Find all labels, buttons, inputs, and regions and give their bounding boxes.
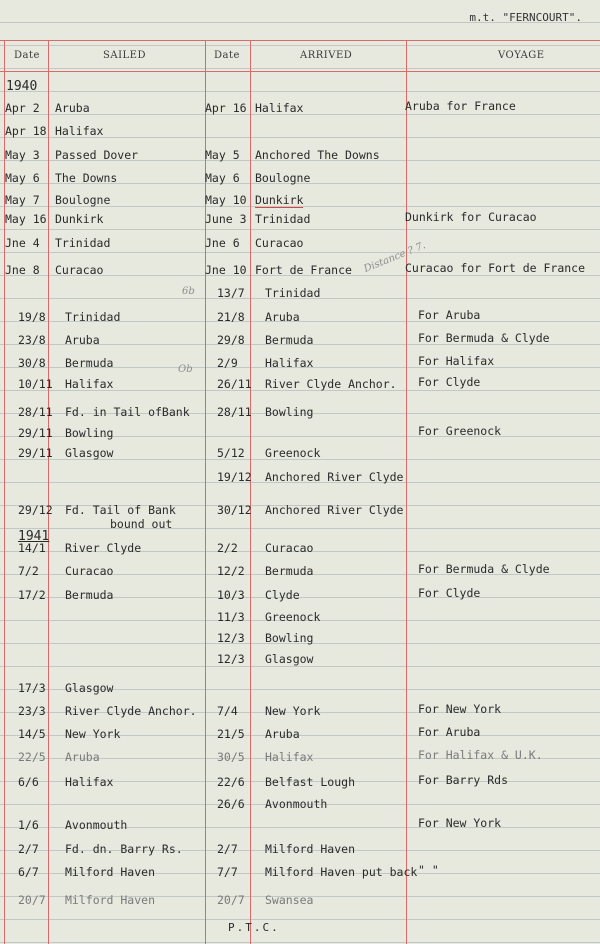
arrived-place: Aruba xyxy=(265,310,300,324)
sailed-date: Apr 2 xyxy=(5,101,40,115)
sailed-date: 29/11 xyxy=(18,446,53,460)
sailed-date: 17/2 xyxy=(18,588,46,602)
voyage-note: Curacao for Fort de France xyxy=(405,261,586,275)
voyage-note: For New York xyxy=(418,702,502,716)
sailed-place: Aruba xyxy=(55,101,90,115)
voyage-note: For Halifax xyxy=(418,354,495,368)
sailed-place: The Downs xyxy=(55,171,118,185)
sailed-place: Avonmouth xyxy=(65,818,128,832)
arrived-date: 30/12 xyxy=(217,503,252,517)
arrived-place: Bowling xyxy=(265,405,314,419)
voyage-note: " " xyxy=(418,863,439,877)
arrived-place: Curacao xyxy=(255,236,304,250)
arrived-date: 26/11 xyxy=(217,377,252,391)
sailed-place: Halifax xyxy=(55,124,104,138)
arrived-date: May 6 xyxy=(205,171,240,185)
arrived-place: Halifax xyxy=(265,750,314,764)
arrived-date: May 10 xyxy=(205,193,247,207)
sailed-place: Trinidad xyxy=(55,236,111,250)
arrived-place: Trinidad xyxy=(255,212,311,226)
arrived-date: 20/7 xyxy=(217,893,245,907)
arrived-place: River Clyde Anchor. xyxy=(265,377,397,391)
pencil-note: Distance ? 7. xyxy=(362,240,428,275)
sailed-place: Bermuda xyxy=(65,356,114,370)
arrived-place: Milford Haven xyxy=(265,842,356,856)
sailed-date: 14/1 xyxy=(18,541,46,555)
arrived-place: Anchored River Clyde xyxy=(265,503,404,517)
arrived-place: Halifax xyxy=(265,356,314,370)
sailed-date: 6/6 xyxy=(18,775,39,789)
sailed-place: Boulogne xyxy=(55,193,111,207)
sailed-place: New York xyxy=(65,727,121,741)
sailed-place: Bermuda xyxy=(65,588,114,602)
sailed-date: 28/11 xyxy=(18,405,53,419)
sailed-place: Fd. Tail of Bank xyxy=(65,503,176,517)
arrived-date: 26/6 xyxy=(217,797,245,811)
arrived-date: 13/7 xyxy=(217,286,245,300)
arrived-date: 7/4 xyxy=(217,704,238,718)
sailed-date: 29/12 xyxy=(18,503,53,517)
sailed-place: Glasgow xyxy=(65,446,114,460)
arrived-date: 2/7 xyxy=(217,842,238,856)
sailed-place-note: bound out xyxy=(110,517,173,531)
sailed-place: Halifax xyxy=(65,775,114,789)
header-top-rule xyxy=(0,40,600,41)
sailed-place: Glasgow xyxy=(65,681,114,695)
sailed-date: May 7 xyxy=(5,193,40,207)
arrived-place: Avonmouth xyxy=(265,797,328,811)
sailed-date: 17/3 xyxy=(18,681,46,695)
arrived-date: 12/3 xyxy=(217,631,245,645)
arrived-date: Apr 16 xyxy=(205,101,247,115)
sailed-date: 20/7 xyxy=(18,893,46,907)
voyage-note: Aruba for France xyxy=(405,99,516,113)
sailed-date: May 6 xyxy=(5,171,40,185)
arrived-date: 12/2 xyxy=(217,564,245,578)
voyage-note: For Aruba xyxy=(418,725,481,739)
sailed-date: 23/8 xyxy=(18,333,46,347)
arrived-date: 21/8 xyxy=(217,310,245,324)
arrived-date: 22/6 xyxy=(217,775,245,789)
arrived-place: Trinidad xyxy=(265,286,321,300)
sailed-date: 7/2 xyxy=(18,564,39,578)
voyage-note: For Bermuda & Clyde xyxy=(418,331,550,345)
sailed-date: Apr 18 xyxy=(5,124,47,138)
arrived-date: Jne 10 xyxy=(205,263,247,277)
sailed-place: Curacao xyxy=(55,263,104,277)
header-arrived-date: Date xyxy=(214,50,240,61)
sailed-place: Milford Haven xyxy=(65,865,156,879)
arrived-place: Aruba xyxy=(265,727,300,741)
arrived-date: 2/2 xyxy=(217,541,238,555)
ship-name: m.t. "FERNCOURT". xyxy=(469,11,582,24)
sailed-place: Bowling xyxy=(65,426,114,440)
sailed-date: 2/7 xyxy=(18,842,39,856)
voyage-note: For Barry Rds xyxy=(418,773,509,787)
arrived-place: Fort de France xyxy=(255,263,352,277)
arrived-date: May 5 xyxy=(205,148,240,162)
voyage-note: For Clyde xyxy=(418,586,481,600)
sailed-date: 6/7 xyxy=(18,865,39,879)
header-sailed-date: Date xyxy=(14,50,40,61)
sailed-place: Milford Haven xyxy=(65,893,156,907)
header-arrived: ARRIVED xyxy=(300,50,353,61)
arrived-place: Dunkirk xyxy=(255,193,304,207)
arrived-date: 5/12 xyxy=(217,446,245,460)
header-sailed: SAILED xyxy=(103,50,146,61)
voyage-note: For Clyde xyxy=(418,375,481,389)
sailed-date: 1/6 xyxy=(18,818,39,832)
arrived-place: Clyde xyxy=(265,588,300,602)
arrived-date: 11/3 xyxy=(217,610,245,624)
arrived-date: 7/7 xyxy=(217,865,238,879)
arrived-place: Milford Haven put back xyxy=(265,865,418,879)
arrived-place: Belfast Lough xyxy=(265,775,356,789)
arrived-place: Greenock xyxy=(265,446,321,460)
year-1941: 1941 xyxy=(18,529,50,544)
sailed-date: May 3 xyxy=(5,148,40,162)
arrived-place: Anchored River Clyde xyxy=(265,470,404,484)
sailed-place: Halifax xyxy=(65,377,114,391)
arrived-date: 30/5 xyxy=(217,750,245,764)
header-voyage: VOYAGE xyxy=(498,50,545,61)
sailed-date: May 16 xyxy=(5,212,47,226)
sailed-place: Fd. in Tail ofBank xyxy=(65,405,190,419)
voyage-note: Dunkirk for Curacao xyxy=(405,210,537,224)
sailed-date: 19/8 xyxy=(18,310,46,324)
arrived-date: June 3 xyxy=(205,212,247,226)
header-bottom-rule xyxy=(0,71,600,72)
column-rule-arrived-date xyxy=(250,40,251,944)
voyage-note: For New York xyxy=(418,816,502,830)
arrived-place: Glasgow xyxy=(265,652,314,666)
arrived-place: Bowling xyxy=(265,631,314,645)
sailed-date: Jne 4 xyxy=(5,236,40,250)
voyage-note: For Aruba xyxy=(418,308,481,322)
sailed-date: 29/11 xyxy=(18,426,53,440)
arrived-place: Bermuda xyxy=(265,333,314,347)
column-rule-sailed-date xyxy=(48,40,49,944)
sailed-date: 10/11 xyxy=(18,377,53,391)
arrived-place: Anchored The Downs xyxy=(255,148,380,162)
column-rule-arrived xyxy=(406,40,407,944)
arrived-date: 28/11 xyxy=(217,405,252,419)
sailed-date: 14/5 xyxy=(18,727,46,741)
arrived-place: Greenock xyxy=(265,610,321,624)
sailed-place: Aruba xyxy=(65,333,100,347)
sailed-date: Jne 8 xyxy=(5,263,40,277)
sailed-place: River Clyde xyxy=(65,541,142,555)
voyage-note: For Greenock xyxy=(418,424,502,438)
arrived-date: 12/3 xyxy=(217,652,245,666)
arrived-place: Curacao xyxy=(265,541,314,555)
arrived-date: 19/12 xyxy=(217,470,252,484)
pencil-mark: Ob xyxy=(178,364,193,375)
arrived-place: Boulogne xyxy=(255,171,311,185)
sailed-place: Curacao xyxy=(65,564,114,578)
arrived-place: Swansea xyxy=(265,893,314,907)
sailed-place: Dunkirk xyxy=(55,212,104,226)
arrived-date: 2/9 xyxy=(217,356,238,370)
arrived-place: Halifax xyxy=(255,101,304,115)
sailed-place: Trinidad xyxy=(65,310,121,324)
voyage-note: For Bermuda & Clyde xyxy=(418,562,550,576)
please-turn-over: P.T.C. xyxy=(228,921,280,934)
sailed-place: Fd. dn. Barry Rs. xyxy=(65,842,183,856)
sailed-date: 22/5 xyxy=(18,750,46,764)
pencil-mark: 6b xyxy=(182,286,195,297)
sailed-date: 30/8 xyxy=(18,356,46,370)
arrived-date: Jne 6 xyxy=(205,236,240,250)
arrived-date: 21/5 xyxy=(217,727,245,741)
sailed-place: Passed Dover xyxy=(55,148,139,162)
arrived-place: Bermuda xyxy=(265,564,314,578)
arrived-place: New York xyxy=(265,704,321,718)
sailed-place: River Clyde Anchor. xyxy=(65,704,197,718)
arrived-date: 10/3 xyxy=(217,588,245,602)
voyage-note: For Halifax & U.K. xyxy=(418,748,543,762)
sailed-date: 23/3 xyxy=(18,704,46,718)
arrived-date: 29/8 xyxy=(217,333,245,347)
year-1940: 1940 xyxy=(6,79,38,94)
sailed-place: Aruba xyxy=(65,750,100,764)
